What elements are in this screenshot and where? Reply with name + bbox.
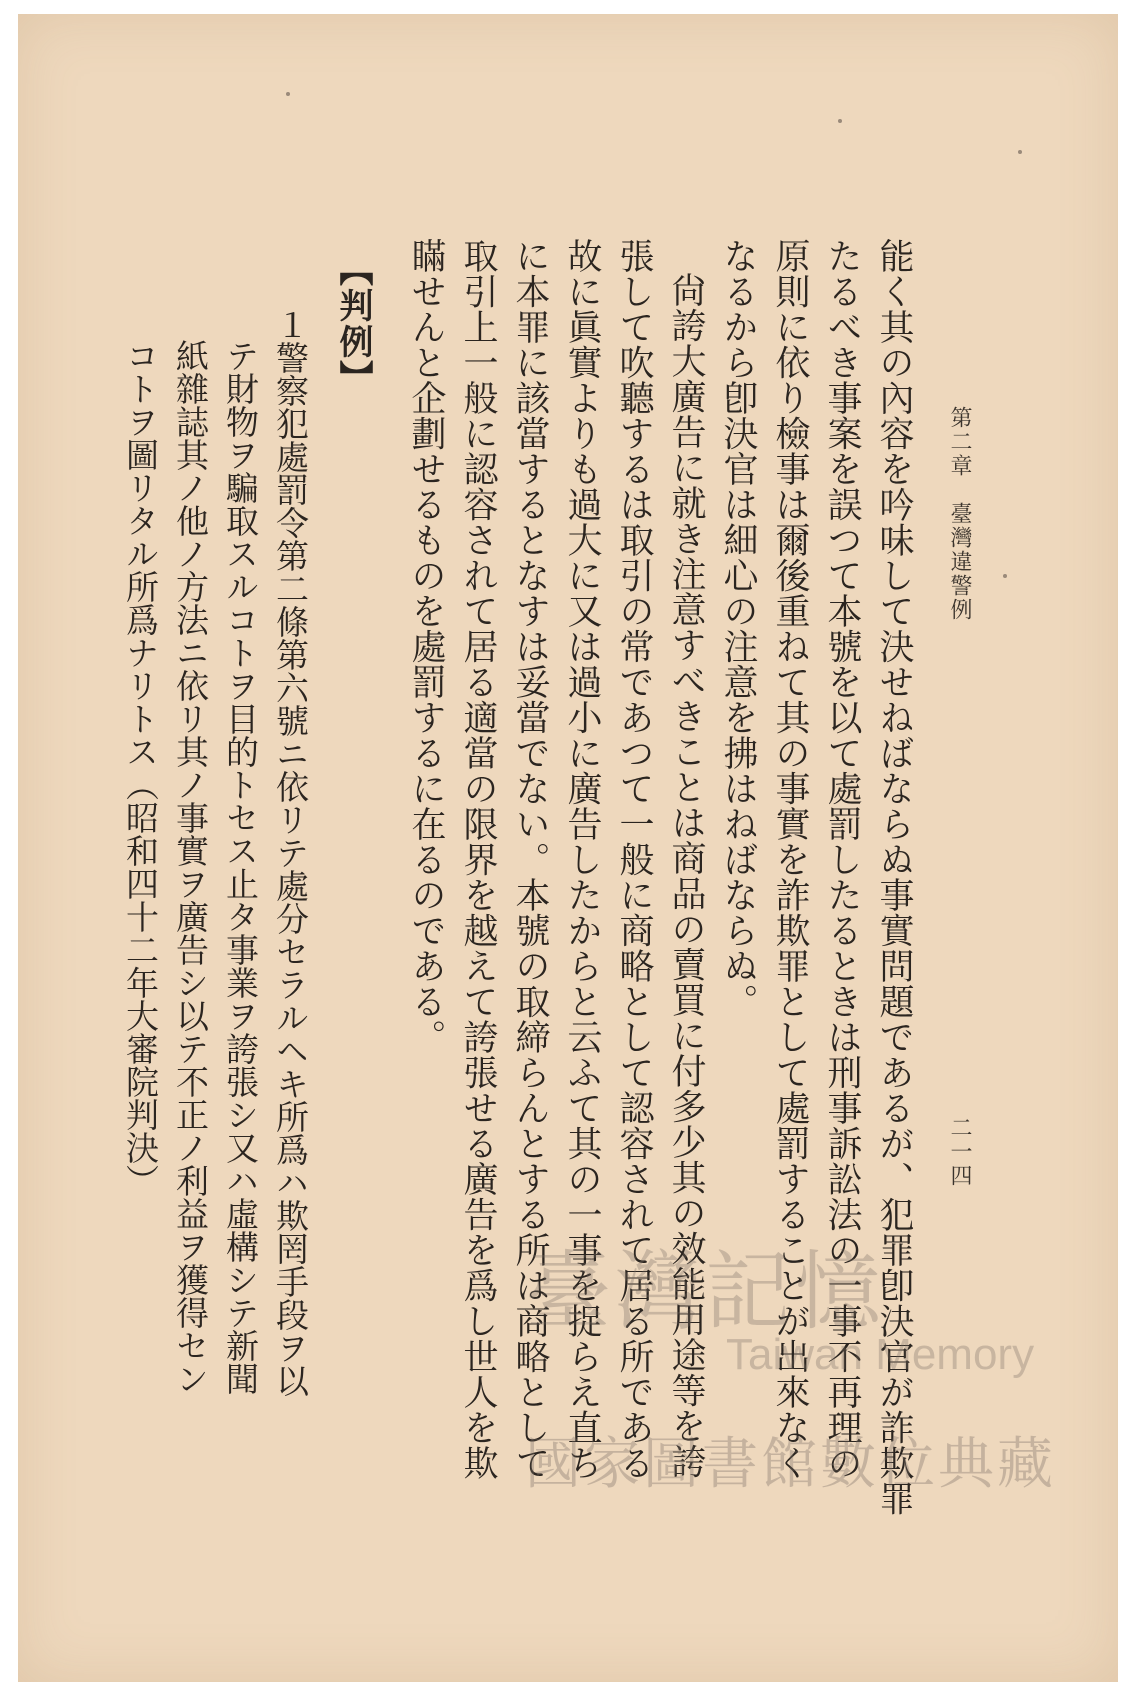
body-line-2: たるべき事案を誤つて本號を以て處罰したるときは刑事訴訟法の一事不再理の (822, 238, 862, 1481)
case-line-3: 紙雜誌其ノ他ノ方法ニ依リ其ノ事實ヲ廣告シ以テ不正ノ利益ヲ獲得セン (171, 339, 210, 1395)
page-number: 二一四 (947, 1116, 972, 1188)
paper-speck (286, 92, 290, 96)
watermark-english: Taiwan Memory (726, 1330, 1035, 1379)
watermark-subtitle: 國家圖書館數位典藏 (525, 1432, 1056, 1497)
body-line-6: 張して吹聽するは取引の常であつて一般に商略として認容されて居る所である (614, 238, 654, 1481)
case-line-4: コトヲ圖リタル所爲ナリトス（昭和四十二年大審院判決） (121, 339, 160, 1197)
body-line-1: 能く其の內容を吟味して決せねばならぬ事實問題であるが、犯罪卽決官が詐欺罪 (874, 238, 914, 1516)
body-line-4: なるから卽決官は細心の注意を拂はねばならぬ。 (718, 238, 758, 1019)
body-line-7: 故に眞實よりも過大に又は過小に廣告したからと云ふて其の一事を捉らえ直ち (562, 238, 602, 1481)
case-line-2: テ財物ヲ騙取スルコトヲ目的トセス止タ事業ヲ誇張シ又ハ虛構シテ新聞 (221, 339, 260, 1395)
paper-speck (1018, 150, 1022, 154)
body-line-5: 尙誇大廣告に就き注意すべきことは商品の賣買に付多少其の效能用途等を誇 (666, 272, 706, 1479)
body-line-8: に本罪に該當するとなすは妥當でない。本號の取締らんとする所は商略として (510, 238, 550, 1481)
case-line-1: １警察犯處罰令第二條第六號ニ依リテ處分セラルヘキ所爲ハ欺罔手段ヲ以 (271, 308, 310, 1397)
paper-speck (1003, 574, 1007, 578)
body-line-10: 瞞せんと企劃せるものを處罰するに在るのである。 (406, 238, 446, 1055)
section-heading: 【判例】 (333, 252, 373, 396)
body-line-9: 取引上一般に認容されて居る適當の限界を越えて誇張せる廣告を爲し世人を欺 (458, 238, 498, 1481)
watermark-logo-text: 臺灣記憶 (525, 1242, 885, 1342)
body-line-3: 原則に依り檢事は爾後重ねて其の事實を詐欺罪として處罰することが出來なく (770, 238, 810, 1481)
paper-speck (838, 119, 842, 123)
chapter-title: 第二章 臺灣違警例 (947, 406, 972, 622)
